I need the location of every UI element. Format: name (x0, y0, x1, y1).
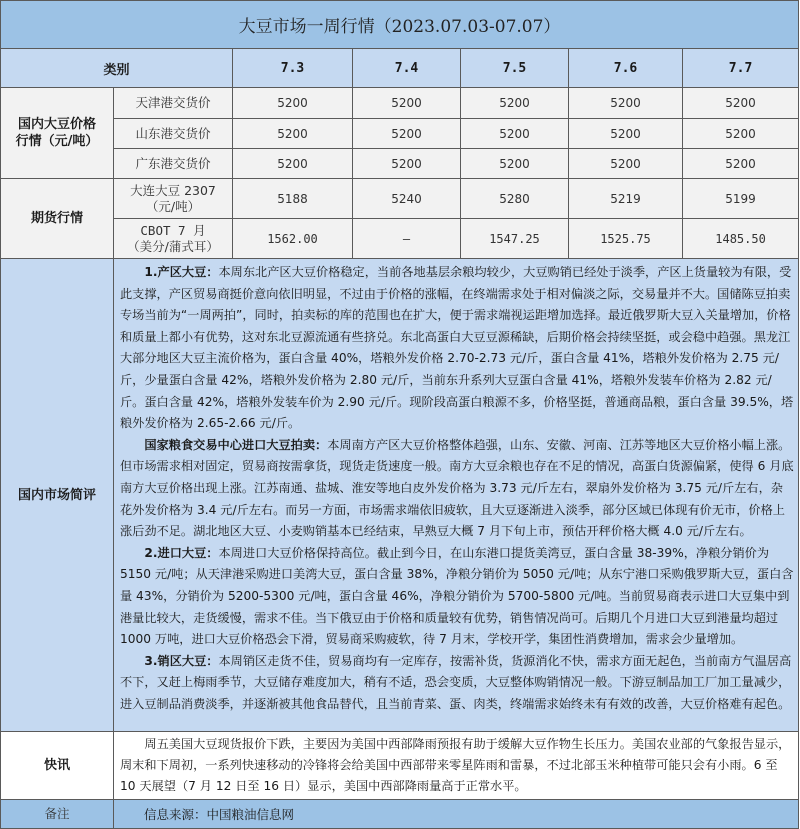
paragraph-text: 本周南方产区大豆价格整体趋强，山东、安徽、河南、江苏等地区大豆价格小幅上涨。但市场需求相对固定，贸易商按需拿货，现货走货速度一般。南方大豆余粮也存在不足的情况，高蛋白货源偏紧，使得 6 月底南方大豆价格出现上涨。江苏南通、盐城、淮安等地白皮外发价格为 3.73 元/斤左右，翠扇外发价格为 3.75 元/斤左右，杂花外发价格为 3.4 元/斤左右。而另一方面，市场需求端依旧疲软，且大豆逐渐进入淡季，部分区域已体现有价无市，价格上涨后劲不足。湖北地区大豆、小麦购销基本已经结束，早熟豆大概 7 月下旬上市，预估开秤价格大概 4.0 元/斤左右。 (120, 437, 794, 539)
date-header: 7.5 (461, 49, 569, 88)
paragraph-heading: 2.进口大豆： (144, 545, 219, 560)
domestic-label-line1: 国内大豆价格 (17, 117, 96, 132)
row-name: 天津港交货价 (114, 88, 233, 119)
note-source: 信息来源：中国粮油信息网 (114, 800, 799, 829)
domestic-price-label (1, 88, 114, 179)
row-name: 广东港交货价 (114, 149, 233, 179)
row-name (114, 179, 233, 219)
price-cell: — (353, 219, 461, 259)
price-cell: 1547.25 (461, 219, 569, 259)
row-name-line1: 大连大豆 2307 (130, 182, 216, 198)
paragraph-heading: 国家粮食交易中心进口大豆拍卖： (144, 437, 328, 452)
note-row (1, 800, 799, 829)
price-cell: 5200 (233, 88, 353, 119)
news-text: 周五美国大豆现货报价下跌，主要因为美国中西部降雨预报有助于缓解大豆作物生长压力。美国农业部的气象报告显示，周末和下周初，一系列快速移动的冷锋将会给美国中西部带来零星阵雨和雷暴，不过北部玉米种植带可能只会有小雨。6 至 10 天展望（7 月 12 日至 16 日）显示，美国中西部降雨量高于正常水平。 (120, 737, 791, 793)
row-name-line1: CBOT 7 月 (140, 222, 206, 238)
price-cell: 5200 (683, 88, 799, 119)
price-cell: 5199 (683, 179, 799, 219)
price-cell: 1562.00 (233, 219, 353, 259)
price-cell: 5240 (353, 179, 461, 219)
commentary-paragraph (120, 543, 794, 651)
domestic-label-line2: 行情（元/吨） (15, 134, 99, 149)
row-name-line2: （美分/蒲式耳） (127, 238, 219, 254)
price-cell: 5200 (353, 119, 461, 149)
commentary-paragraph (120, 651, 794, 716)
commentary-paragraph (120, 435, 794, 543)
row-name: 山东港交货价 (114, 119, 233, 149)
price-cell: 5188 (233, 179, 353, 219)
price-cell: 5200 (569, 119, 683, 149)
commentary-paragraph (120, 262, 794, 435)
table-title: 大豆市场一周行情（2023.07.03-07.07） (1, 1, 799, 49)
price-cell: 5200 (353, 88, 461, 119)
table-row (1, 179, 799, 219)
price-cell: 5200 (233, 119, 353, 149)
table-row (1, 88, 799, 119)
table-row (1, 119, 799, 149)
price-cell: 5200 (353, 149, 461, 179)
price-cell: 1525.75 (569, 219, 683, 259)
paragraph-text: 本周东北产区大豆价格稳定，当前各地基层余粮均较少，大豆购销已经处于淡季，产区上货量较为有限，受此支撑，产区贸易商挺价意向依旧明显，不过由于价格的涨幅，在终端需求处于相对偏淡之际，交易量并不大。国储陈豆拍卖专场当前为“一周两拍”，同时，拍卖标的库的范围也在扩大，便于需求端视运距增加选择。最近俄罗斯大豆入关量增加，价格和质量上都小有优势，这对东北豆源流通有些挤兑。东北高蛋白大豆豆源稀缺，后期价格会持续坚挺，或会稳中趋强。黑龙江大部分地区大豆主流价格为，蛋白含量 40%，塔粮外发价格 2.70-2.73 元/斤，蛋白含量 41%，塔粮外发价格为 2.75 元/斤，少量蛋白含量 42%，塔粮外发价格为 2.80 元/斤，当前东升系列大豆蛋白含量 41%，塔粮外发装车价格为 2.82 元/斤。蛋白含量 42%，塔粮外发装车价为 2.90 元/斤。现阶段高蛋白粮源不多，价格坚挺，普通商品粮，蛋白含量 39.5%，塔粮外发价格为 2.65-2.66 元/斤。 (120, 265, 794, 431)
news-label: 快讯 (1, 732, 114, 800)
commentary-body (114, 259, 799, 732)
commentary-row (1, 259, 799, 732)
price-cell: 5200 (461, 88, 569, 119)
price-cell: 5200 (233, 149, 353, 179)
table-row (1, 149, 799, 179)
price-cell: 5200 (683, 119, 799, 149)
futures-label: 期货行情 (1, 179, 114, 259)
commentary-label: 国内市场简评 (1, 259, 114, 732)
date-header: 7.6 (569, 49, 683, 88)
price-cell: 5200 (461, 149, 569, 179)
price-cell: 5200 (683, 149, 799, 179)
category-header: 类别 (1, 49, 233, 88)
header-row (1, 49, 799, 88)
date-header: 7.3 (233, 49, 353, 88)
row-name (114, 219, 233, 259)
price-cell: 5200 (569, 88, 683, 119)
price-cell: 1485.50 (683, 219, 799, 259)
paragraph-text: 本周进口大豆价格保持高位。截止到今日，在山东港口提货美湾豆，蛋白含量 38-39%，净粮分销价为 5150 元/吨；从天津港采购进口美湾大豆，蛋白含量 38%，净粮分销价为 5050 元/吨；从东宁港口采购俄罗斯大豆，蛋白含量 43%，分销价为 5200-5300 元/吨，蛋白含量 46%，净粮分销价为 5700-5800 元/吨。当前贸易商表示进口大豆集中到港量比较大，走货缓慢，需求不佳。当下俄豆由于价格和质量较有优势，销售情况尚可。后期几个月进口大豆到港量均超过 1000 万吨，进口大豆价格恐会下滑，贸易商采购疲软，待 7 月末，学校开学，集团性消费增加，需求会少量增加。 (120, 545, 794, 647)
date-header: 7.4 (353, 49, 461, 88)
news-body (114, 732, 799, 800)
paragraph-text: 本周销区走货不佳，贸易商均有一定库存，按需补货，货源消化不快，需求方面无起色，当前南方气温居高不下，又赶上梅雨季节，大豆储存难度加大，稍有不适，恐会变质，大豆整体购销情况一般。下游豆制品加工厂加工量减少，进入豆制品消费淡季，并逐渐被其他食品替代，且当前青菜、蛋、肉类，终端需求始终未有有效的改善，大豆价格难有起色。 (120, 653, 792, 711)
note-label: 备注 (1, 800, 114, 829)
row-name-line2: （元/吨） (145, 198, 201, 214)
price-cell: 5219 (569, 179, 683, 219)
paragraph-heading: 1.产区大豆： (144, 265, 219, 279)
price-cell: 5280 (461, 179, 569, 219)
news-row (1, 732, 799, 800)
table-row (1, 219, 799, 259)
price-cell: 5200 (569, 149, 683, 179)
paragraph-heading: 3.销区大豆： (144, 653, 219, 668)
price-cell: 5200 (461, 119, 569, 149)
date-header: 7.7 (683, 49, 799, 88)
